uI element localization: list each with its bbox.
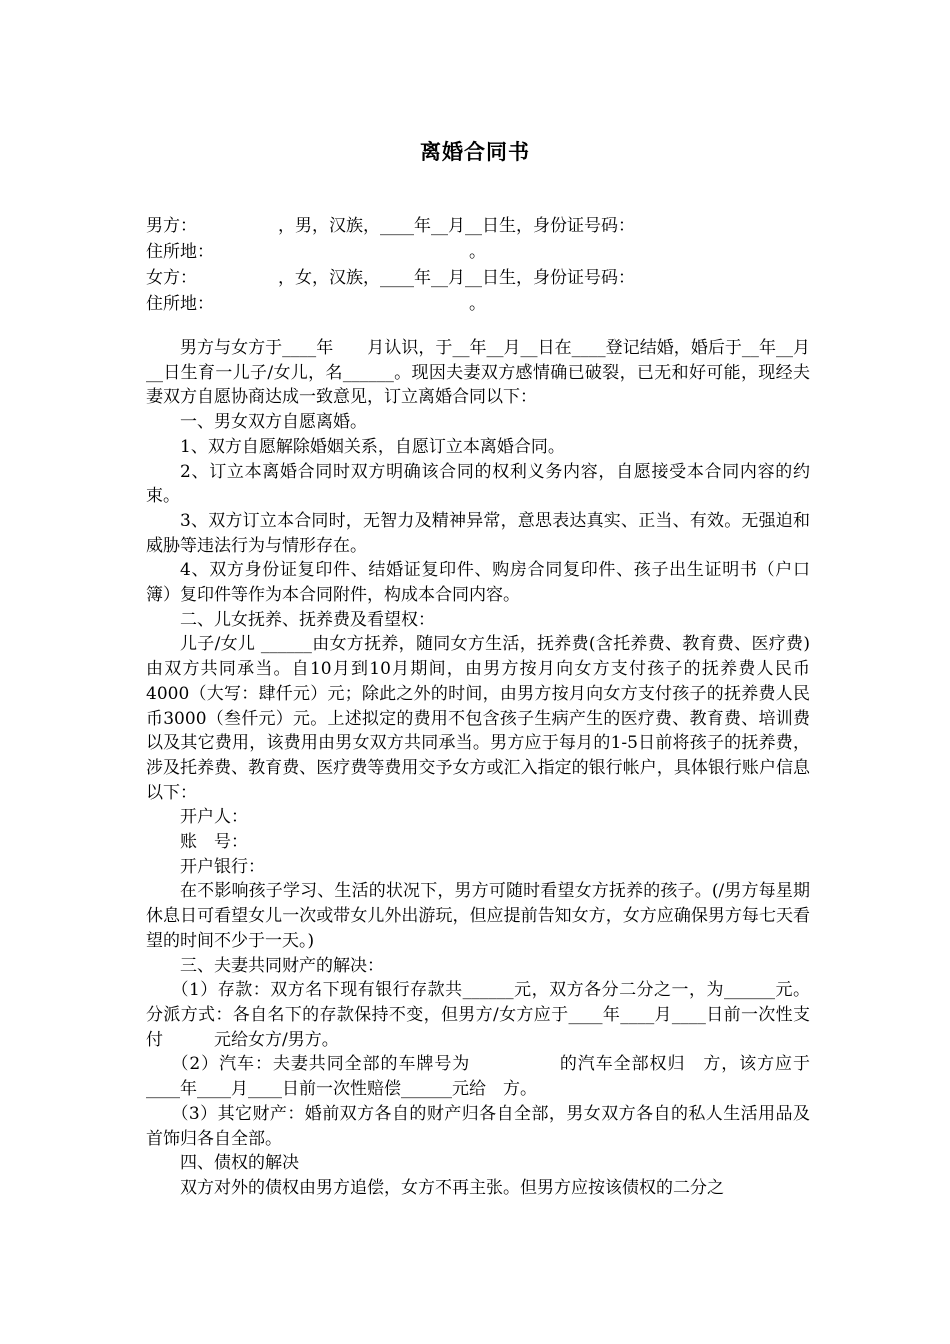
female-address-end: 。 bbox=[469, 294, 486, 314]
contract-body bbox=[146, 336, 810, 1201]
male-address-label: 住所地： bbox=[146, 242, 214, 262]
male-label: 男方： bbox=[146, 216, 197, 236]
document-title: 离婚合同书 bbox=[420, 140, 530, 164]
parties-block bbox=[146, 213, 826, 317]
clause-paragraph: 双方对外的债权由男方追偿，女方不再主张。但男方应按该债权的二分之 bbox=[180, 1177, 724, 1198]
male-info: ，男，汉族，____年__月__日生，身份证号码： bbox=[278, 216, 635, 236]
female-party-line bbox=[146, 265, 826, 291]
bank-name: 开户银行： bbox=[180, 856, 265, 877]
clause-paragraph: 在不影响孩子学习、生活的状况下，男方可随时看望女方抚养的孩子。(/男方每星期休息日可看望女儿一次或带女儿外出游玩，但应提前告知女方，女方应确保男方每七天看望的时间不少于一天。) bbox=[146, 881, 810, 951]
section-heading: 四、债权的解决 bbox=[180, 1153, 299, 1174]
male-party-line bbox=[146, 213, 826, 239]
female-address-line bbox=[146, 291, 826, 317]
section-heading: 二、儿女抚养、抚养费及看望权： bbox=[180, 609, 435, 630]
section-heading: 三、夫妻共同财产的解决： bbox=[180, 955, 384, 976]
male-address-line bbox=[146, 239, 826, 265]
clause-paragraph: （2）汽车：夫妻共同全部的车牌号为 的汽车全部权归 方，该方应于____年____月____日前一次性赔偿______元给 方。 bbox=[146, 1054, 810, 1100]
clause-paragraph: 3、双方订立本合同时，无智力及精神异常，意思表达真实、正当、有效。无强迫和威胁等违法行为与情形存在。 bbox=[146, 510, 810, 556]
female-label: 女方： bbox=[146, 268, 197, 288]
clause-paragraph: （3）其它财产：婚前双方各自的财产归各自全部，男女双方各自的私人生活用品及首饰归各自全部。 bbox=[146, 1103, 810, 1149]
clause-paragraph: 儿子/女儿 ______由女方抚养，随同女方生活，抚养费(含托养费、教育费、医疗费)由双方共同承当。自10月到10月期间，由男方按月向女方支付孩子的抚养费人民币4000（大写：肆仟元）元；除此之外的时间，由男方按月向女方支付孩子的抚养费人民币3000（叁仟元）元。上述拟定的费用不包含孩子生病产生的医疗费、教育费、培训费以及其它费用，该费用由男女双方共同承当。男方应于每月的1-5日前将孩子的抚养费，涉及托养费、教育费、医疗费等费用交予女方或汇入指定的银行帐户，具体银行账户信息以下： bbox=[146, 634, 810, 803]
section-heading: 一、男女双方自愿离婚。 bbox=[180, 412, 367, 433]
intro-paragraph: 男方与女方于____年 月认识，于__年__月__日在____登记结婚，婚后于__年__月__日生育一儿子/女儿，名______。现因夫妻双方感情确已破裂，已无和好可能，现经夫妻双方自愿协商达成一致意见，订立离婚合同以下： bbox=[146, 338, 810, 408]
female-address-label: 住所地： bbox=[146, 294, 214, 314]
clause-paragraph: 1、双方自愿解除婚姻关系，自愿订立本离婚合同。 bbox=[180, 436, 565, 457]
bank-account-holder: 开户人： bbox=[180, 807, 248, 828]
clause-paragraph: 2、订立本离婚合同时双方明确该合同的权利义务内容，自愿接受本合同内容的约束。 bbox=[146, 461, 810, 507]
bank-account-number: 账 号： bbox=[180, 832, 248, 853]
male-address-end: 。 bbox=[469, 242, 486, 262]
female-info: ，女，汉族，____年__月__日生，身份证号码： bbox=[278, 268, 635, 288]
clause-paragraph: （1）存款：双方名下现有银行存款共______元，双方各分二分之一，为______元。分派方式：各自名下的存款保持不变，但男方/女方应于____年____月____日前一次性支付 元给女方/男方。 bbox=[146, 980, 810, 1050]
clause-paragraph: 4、双方身份证复印件、结婚证复印件、购房合同复印件、孩子出生证明书（户口簿）复印件等作为本合同附件，构成本合同内容。 bbox=[146, 560, 810, 606]
